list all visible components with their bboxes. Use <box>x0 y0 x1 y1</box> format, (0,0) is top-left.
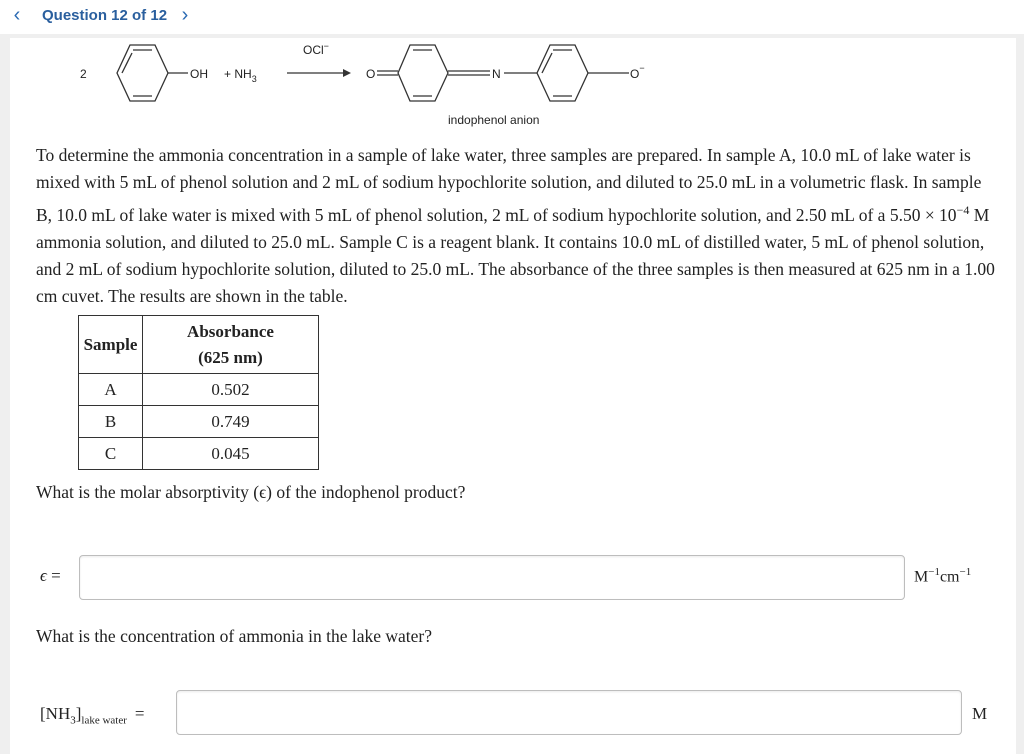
problem-statement <box>36 142 1000 311</box>
nitrogen-label: N <box>492 67 501 81</box>
chevron-right-icon[interactable]: › <box>181 4 189 26</box>
problem-text-part2: M ammonia solution, and diluted to 25.0 mL. Sample C is a reagent blank. It contains 10.0 mL of distilled water, 5 mL of phenol solution, and 2 mL of sodium hypochlorite solution, diluted to 25.0 mL. The absorbance of the three samples is then measured at 625 nm in a 1.00 cm cuvet. The results are shown in the table. <box>36 204 995 307</box>
table-row <box>79 406 319 438</box>
phenoxide-ring <box>504 45 629 101</box>
phenoxide-oxygen: O− <box>630 63 645 81</box>
header-absorbance: Absorbance (625 nm) <box>143 316 319 374</box>
absorbance-cell: 0.045 <box>143 438 319 470</box>
table-row <box>79 374 319 406</box>
problem-exponent: −4 <box>956 202 970 217</box>
phenol-ring <box>117 45 188 101</box>
problem-text-part1: To determine the ammonia concentration in a sample of lake water, three samples are prepared. In sample A, 10.0 mL of lake water is mixed with 5 mL of phenol solution and 2 mL of sodium hypochlorite solution, and diluted to 25.0 mL in a volumetric flask. In sample B, 10.0 mL of lake water is mixed with 5 mL of phenol solution, 2 mL of sodium hypochlorite solution, and 2.50 mL of a 5.50 × 10 <box>36 145 982 225</box>
epsilon-answer-input[interactable] <box>79 555 905 600</box>
question2-text: What is the concentration of ammonia in the lake water? <box>36 626 433 646</box>
table-row <box>79 438 319 470</box>
question1-text: What is the molar absorptivity (ϵ) of the indophenol product? <box>36 482 466 502</box>
reaction-scheme <box>70 38 670 130</box>
epsilon-label: ϵ = <box>40 566 61 585</box>
table-header-row <box>79 316 319 374</box>
absorbance-cell: 0.749 <box>143 406 319 438</box>
coefficient: 2 <box>80 67 87 81</box>
frame-left-edge <box>0 34 10 754</box>
carbonyl-oxygen: O <box>366 67 376 81</box>
absorbance-cell: 0.502 <box>143 374 319 406</box>
reaction-arrow <box>287 69 351 77</box>
sample-cell: A <box>79 374 143 406</box>
quinone-ring <box>377 45 490 101</box>
absorbance-table <box>78 315 319 470</box>
question-counter: Question 12 of 12 <box>42 7 168 24</box>
epsilon-unit: $M^{-1}cm^{-1}$ <box>914 566 972 586</box>
product-label: indophenol anion <box>448 113 540 127</box>
sample-cell: B <box>79 406 143 438</box>
reagent-label: OCl− <box>303 41 329 57</box>
frame-right-edge <box>1016 34 1024 754</box>
ammonia-label: + $NH_3$ <box>224 67 257 84</box>
ammonia-unit: M <box>972 704 988 723</box>
ammonia-answer-input[interactable] <box>176 690 962 735</box>
ammonia-concentration-label: $[NH_3]_{lake water}$ = <box>40 704 145 727</box>
hydroxyl-label: OH <box>190 67 208 81</box>
sample-cell: C <box>79 438 143 470</box>
chevron-left-icon[interactable]: ‹ <box>13 4 21 26</box>
question-nav <box>0 0 1024 34</box>
header-sample: Sample <box>79 316 143 374</box>
